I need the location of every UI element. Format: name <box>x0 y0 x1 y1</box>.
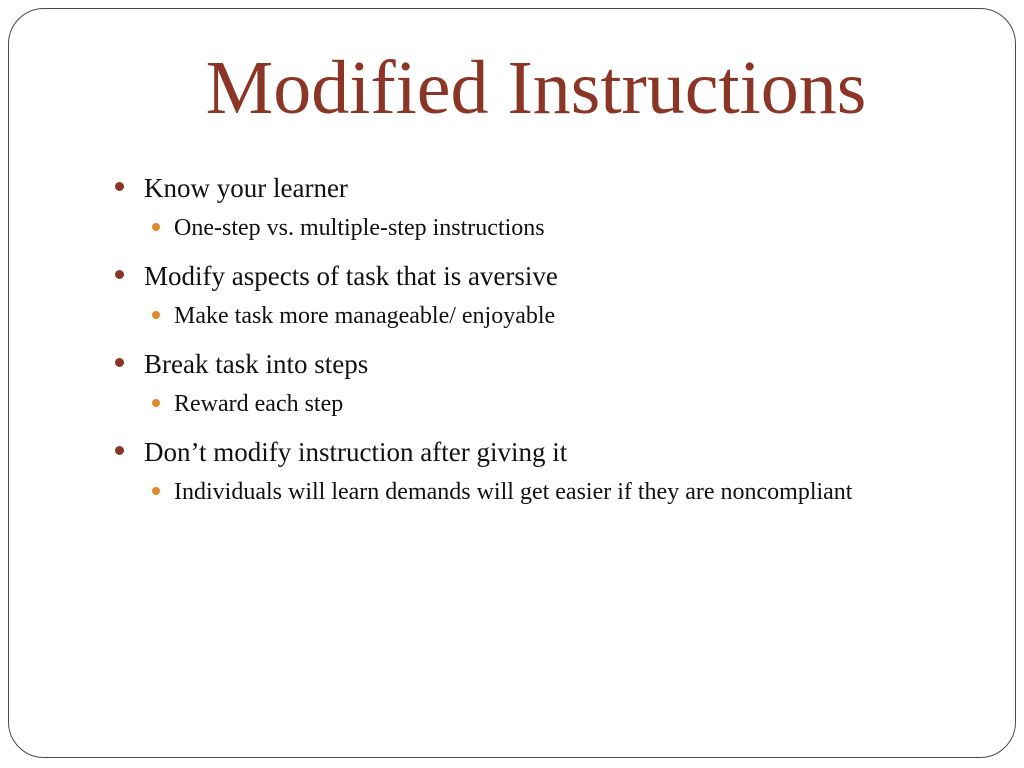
bullet-text: Modify aspects of task that is aversive <box>144 261 558 291</box>
sub-bullet-dot-icon <box>152 399 160 407</box>
sub-bullet-dot-icon <box>152 487 160 495</box>
sub-bullet-text: Individuals will learn demands will get easier if they are noncompliant <box>174 479 853 505</box>
bullet-item <box>114 432 914 472</box>
sub-bullet-dot-icon <box>152 311 160 319</box>
bullet-text: Know your learner <box>144 173 348 203</box>
bullet-item <box>114 256 914 296</box>
slide-title: Modified Instructions <box>205 46 867 130</box>
sub-bullet-item <box>144 384 914 424</box>
bullet-item <box>114 344 914 384</box>
sub-bullet-item <box>144 296 914 336</box>
bullet-item <box>114 168 914 208</box>
bullet-dot-icon <box>115 446 124 455</box>
sub-bullet-item <box>144 208 914 248</box>
bullet-list <box>114 168 914 512</box>
bullet-text: Break task into steps <box>144 349 369 379</box>
bullet-text: Don’t modify instruction after giving it <box>144 437 568 467</box>
sub-bullet-dot-icon <box>152 223 160 231</box>
sub-bullet-item <box>144 472 914 512</box>
bullet-dot-icon <box>115 182 124 191</box>
bullet-dot-icon <box>115 270 124 279</box>
bullet-dot-icon <box>115 358 124 367</box>
sub-bullet-text: One-step vs. multiple-step instructions <box>174 215 545 241</box>
sub-bullet-text: Reward each step <box>174 391 344 417</box>
sub-bullet-text: Make task more manageable/ enjoyable <box>174 303 556 329</box>
